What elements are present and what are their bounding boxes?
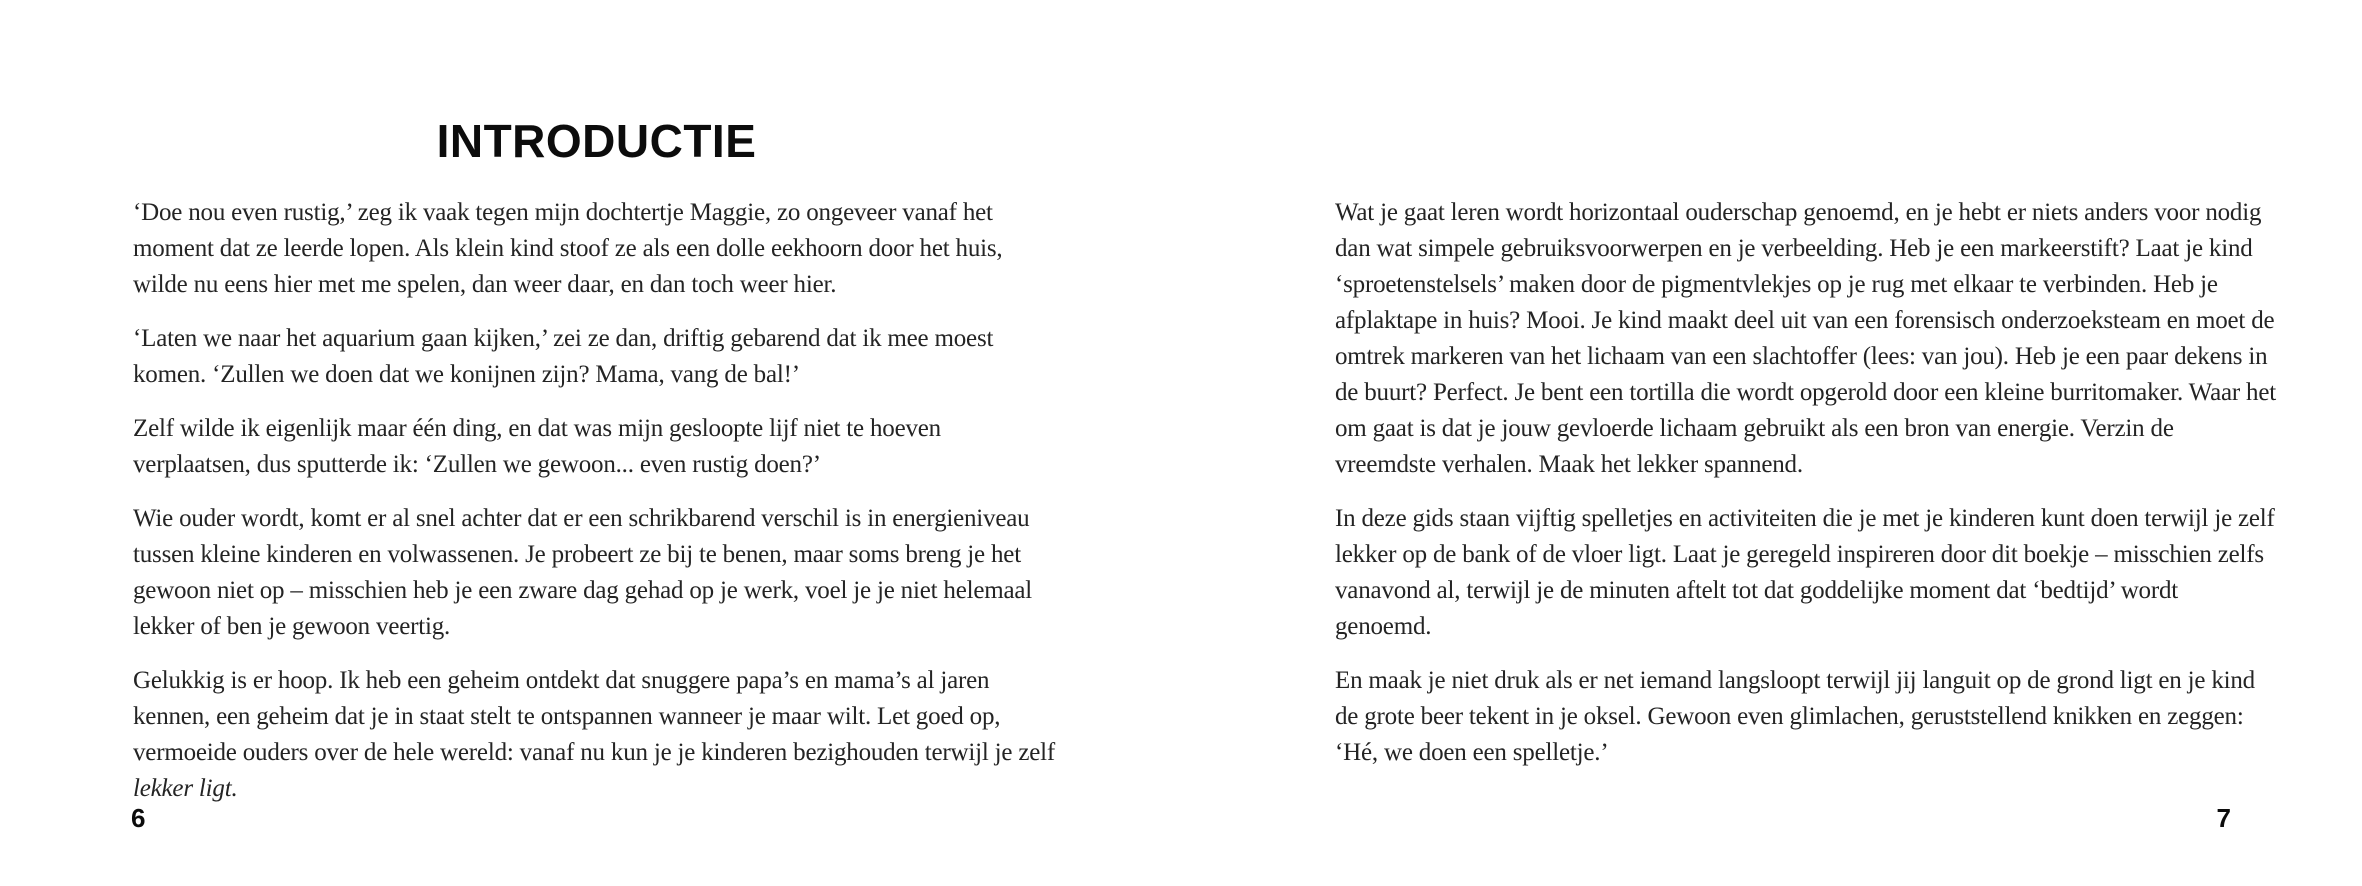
paragraph: Wie ouder wordt, komt er al snel achter dat er een schrikbarend verschil is in energieniveau tussen kleine kinderen en volwassenen. Je probeert ze bij te benen, maar soms breng je het gewoon niet op – misschien heb je een zware dag gehad op je werk, voel je je niet helemaal lekker of ben je gewoon veertig. — [133, 505, 1033, 640]
right-page-content — [1335, 195, 2280, 771]
paragraph: In deze gids staan vijftig spelletjes en activiteiten die je met je kinderen kunt doen terwijl je zelf lekker op de bank of de vloer ligt. Laat je geregeld inspireren door dit boekje – misschien zelfs vanavond al, terwijl je de minuten aftelt tot dat goddelijke moment dat ‘bedtijd’ wordt genoemd. — [1335, 505, 2275, 640]
paragraph — [133, 663, 1060, 807]
paragraph: Wat je gaat leren wordt horizontaal ouderschap genoemd, en je hebt er niets anders voor nodig dan wat simpele gebruiksvoorwerpen en je verbeelding. Heb je een markeerstift? Laat je kind ‘sproetenstelsels’ maken door de pigmentvlekjes op je rug met elkaar te verbinden. Heb je afplaktape in huis? Mooi. Je kind maakt deel uit van een forensisch onderzoeksteam en moet de omtrek markeren van het lichaam van een slachtoffer (lees: van jou). Heb je een paar dekens in de buurt? Perfect. Je bent een tortilla die wordt opgerold door een kleine burritomaker. Waar het om gaat is dat je jouw gevloerde lichaam gebruikt als een bron van energie. Verzin de vreemdste verhalen. Maak het lekker spannend. — [1335, 199, 2276, 478]
paragraph — [1335, 663, 2280, 771]
page-number-right: 7 — [2216, 803, 2231, 833]
page-right — [1181, 0, 2362, 886]
left-page-body — [133, 195, 1060, 807]
paragraph-text: En maak je niet druk als er net iemand langsloopt terwijl jij languit op de grond ligt en je kind de grote beer tekent in je oksel. Gewoon even glimlachen, geruststellend knikken en zeggen: — [1335, 667, 2255, 730]
paragraph: Zelf wilde ik eigenlijk maar één ding, en dat was mijn gesloopte lijf niet te hoeven verplaatsen, dus sputterde ik: ‘Zullen we gewoon... even rustig doen?’ — [133, 415, 941, 478]
left-page-content — [133, 0, 1060, 807]
paragraph-text: Gelukkig is er hoop. Ik heb een geheim ontdekt dat snuggere papa’s en mama’s al jaren kennen, een geheim dat je in staat stelt te ontspannen wanneer je maar wilt. Let goed op, vermoeide ouders over de hele wereld: vanaf nu kun je je kinderen bezighouden terwijl je zelf — [133, 667, 1055, 766]
paragraph: ‘Doe nou even rustig,’ zeg ik vaak tegen mijn dochtertje Maggie, zo ongeveer vanaf het moment dat ze leerde lopen. Als klein kind stoof ze als een dolle eekhoorn door het huis, wilde nu eens hier met me spelen, dan weer daar, en dan toch weer hier. — [133, 199, 1003, 298]
page-number-left: 6 — [131, 803, 146, 833]
chapter-title: INTRODUCTIE — [436, 115, 757, 167]
right-page-body — [1335, 195, 2280, 771]
dialogue-line: ‘Hé, we doen een spelletje.’ — [1335, 739, 1609, 766]
paragraph: ‘Laten we naar het aquarium gaan kijken,’ zei ze dan, driftig gebarend dat ik mee moest komen. ‘Zullen we doen dat we konijnen zijn? Mama, vang de bal!’ — [133, 325, 994, 388]
italic-phrase: lekker ligt. — [133, 775, 238, 802]
